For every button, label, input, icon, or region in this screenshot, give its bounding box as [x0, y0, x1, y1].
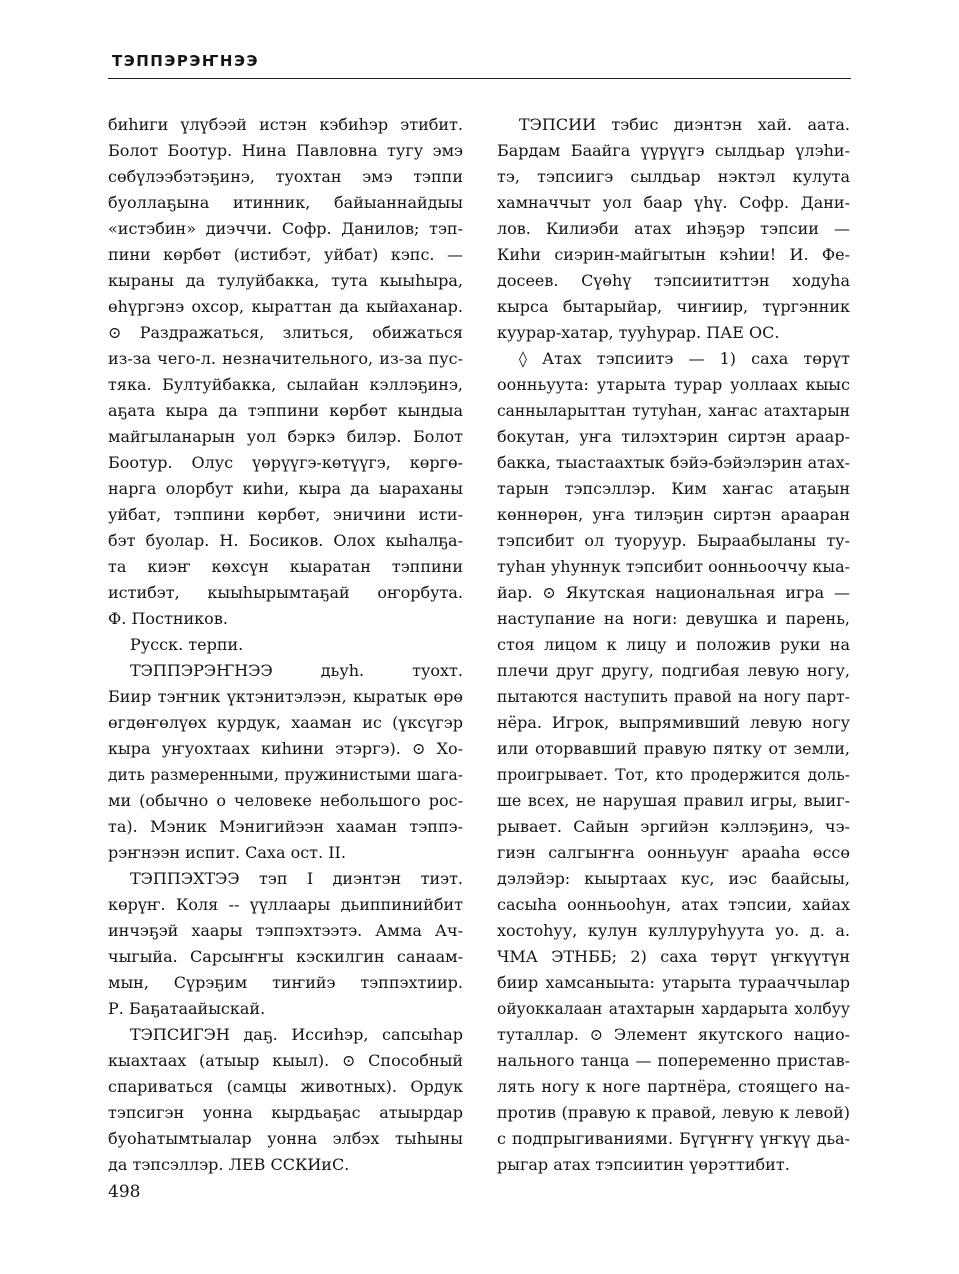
text-line: рэҥнээн испит. Саха ост. II.: [108, 843, 346, 862]
text-line: да тэпсэллэр. ЛЕВ ССКИиС.: [108, 1155, 350, 1174]
entry-headword-line: ТЭПСИИ тэбис диэнтэн хай. аата.: [519, 115, 850, 134]
text-line: тарын тэпсэллэр. Ким хаҥас атаҕын: [497, 479, 850, 498]
text-line: пытаются наступить правой на ногу парт-: [497, 688, 850, 706]
text-line: дэлэйэр: кыыртаах кус, иэс баайсыы,: [497, 869, 850, 888]
text-line: көрүҥ. Коля -- үүллаары дьиппинийбит: [108, 895, 463, 914]
text-line: чыгыйа. Сарсыҥҥы кэскилгин санаам-: [108, 947, 463, 966]
text-line: Киһи сиэрин-майгытын кэһии! И. Фе-: [497, 245, 850, 264]
entry-headword-line: ТЭПСИГЭН даҕ. Иссиһэр, сапсыһар: [130, 1025, 463, 1044]
text-line: уйбат, тэппини көрбөт, эничини исти-: [108, 505, 463, 524]
text-line: аҕата кыра да тэппини көрбөт кындыа: [108, 401, 463, 420]
text-line: лять ногу к ноге партнёра, стоящего на-: [497, 1077, 850, 1096]
text-line: бакка, тыастаахтык бэйэ-бэйэлэрин атах-: [497, 453, 850, 472]
text-line: из-за чего-л. незначительного, из-за пус-: [108, 349, 463, 368]
text-line: тэпсигэн уонна кырдьаҕас атыырдар: [108, 1103, 463, 1122]
text-line: проигрывает. Тот, кто продержится доль-: [497, 766, 850, 784]
text-line: рыгар атах тэпсиитин үөрэттибит.: [497, 1155, 790, 1174]
text-line: Биир тэҥник үктэнитэлээн, кыратык өрө: [108, 687, 463, 706]
text-line: стоя лицом к лицу и положив руки на: [497, 635, 850, 654]
text-line: санныларыттан тутуһан, хаҥас атахтарын: [497, 402, 850, 420]
text-line: та киэҥ көхсүн кыаратан тэппини: [108, 557, 463, 576]
text-line: ⊙ Раздражаться, злиться, обижаться: [108, 323, 463, 342]
text-line: бэт буолар. Н. Босиков. Олох кыһалҕа-: [108, 531, 463, 550]
text-line: с подпрыгиваниями. Бүгүҥҥү үҥкүү дьа-: [497, 1129, 850, 1148]
text-line: буоллаҕына итинник, байыаннайдыы: [108, 193, 463, 212]
text-line: биһиги үлүбээй истэн кэбиһэр этибит.: [108, 115, 463, 134]
text-line: или оторвавший правую пятку от земли,: [497, 739, 850, 758]
text-line: ше всех, не нарушая правил игры, выиг-: [497, 791, 850, 810]
text-line: против (правую к правой, левую к левой): [497, 1103, 850, 1122]
entry-headword-line: ТЭППЭРЭҤНЭЭ дьуһ. туохт.: [130, 661, 463, 680]
phrase-headword-line: ◊ Атах тэпсиитэ — 1) саха төрүт: [519, 349, 850, 368]
text-line: туһан уһуннук тэпсибит оонньооччу кыа-: [497, 557, 850, 576]
text-line: сасыһа оонньооһун, атах тэпсии, хайах: [497, 895, 850, 914]
text-line: рывает. Сайын эргийэн кэллэҕинэ, чэ-: [497, 817, 850, 836]
text-line: өһүргэнэ охсор, кыраттан да кыйаханар.: [108, 297, 463, 316]
text-line: Ф. Постников.: [108, 609, 228, 628]
text-line: Болот Боотур. Нина Павловна тугу эмэ: [108, 141, 463, 160]
text-line: дить размеренными, пружинистыми шага-: [108, 766, 463, 784]
text-line: ЧМА ЭТНББ; 2) саха төрүт үҥкүүтүн: [497, 947, 850, 966]
text-line: кыра уҥуохтаах киһини этэргэ). ⊙ Хо-: [108, 739, 463, 758]
header-rule: [108, 78, 851, 79]
text-line: досеев. Сүөһү тэпсиититтэн ходуһа: [497, 271, 850, 290]
text-line: нарга олорбут киһи, кыра да ыараханы: [108, 479, 463, 498]
text-line: куурар-хатар, тууһурар. ПАЕ ОС.: [497, 323, 780, 342]
text-line: бокутан, уҥа тилэхтэрин сиртэн араар-: [497, 427, 850, 446]
text-line: тэ, тэпсиигэ сылдьар нэктэл кулута: [497, 167, 850, 186]
text-line: наступание на ноги: девушка и парень,: [497, 609, 850, 628]
text-line: лов. Килиэби атах иһэҕэр тэпсии —: [497, 219, 850, 238]
text-line: Русск. терпи.: [130, 635, 244, 654]
text-line: та). Мэник Мэнигийээн хааман тэппэ-: [108, 817, 463, 836]
text-line: туталлар. ⊙ Элемент якутского нацио-: [497, 1025, 850, 1044]
text-line: гиэн салгыҥҥа оонньууҥ арааһа өссө: [497, 843, 850, 862]
page-number: 498: [108, 1182, 141, 1202]
text-line: Р. Баҕатаайыскай.: [108, 999, 266, 1018]
text-line: тяка. Бултуйбакка, сылайан кэллэҕинэ,: [108, 375, 463, 394]
text-line: майгыланарын уол бэркэ билэр. Болот: [108, 427, 463, 446]
running-header: ТЭППЭРЭҤНЭЭ: [112, 52, 259, 70]
text-line: нёра. Игрок, выпрямивший левую ногу: [497, 713, 850, 732]
text-line: ми (обычно о человеке небольшого рос-: [108, 791, 463, 810]
text-line: оонньуута: утарыта турар уоллаах кыыс: [497, 375, 850, 394]
entry-headword-line: ТЭППЭХТЭЭ тэп I диэнтэн тиэт.: [130, 869, 463, 888]
text-line: биир хамсаныыта: утарыта турааччылар: [497, 973, 850, 992]
text-line: кыраны да тулуйбакка, тута кыыһыра,: [108, 271, 463, 290]
text-line: йар. ⊙ Якутская национальная игра —: [497, 583, 850, 602]
text-line: инчэҕэй хаары тэппэхтээтэ. Амма Ач-: [108, 921, 463, 940]
text-line: буоһатымтыалар уонна элбэх тыһыны: [108, 1129, 463, 1148]
text-line: Боотур. Олус үөрүүгэ-көтүүгэ, көргө-: [108, 453, 463, 472]
text-line: кырса бытарыйар, чиҥиир, түргэнник: [497, 297, 850, 316]
text-line: мын, Сүрэҕим тиҥийэ тэппэхтиир.: [108, 973, 463, 992]
text-line: тэпсибит ол туоруур. Быраабыланы ту-: [497, 531, 850, 550]
text-line: плечи друг другу, подгибая левую ногу,: [497, 661, 850, 680]
text-line: Бардам Баайга үүрүүгэ сылдьар үлэһи-: [497, 141, 850, 160]
text-line: өгдөҥөлүөх курдук, хааман ис (үксүгэр: [108, 713, 463, 732]
text-line: көннөрөн, уҥа тилэҕин сиртэн арааран: [497, 505, 850, 524]
text-line: кыахтаах (атыыр кыыл). ⊙ Способный: [108, 1051, 463, 1070]
text-line: спариваться (самцы животных). Ордук: [108, 1077, 463, 1096]
text-line: хамначчыт уол баар үһү. Софр. Дани-: [497, 193, 850, 212]
text-line: пини көрбөт (истибэт, уйбат) кэпс. —: [108, 245, 463, 264]
text-line: «истэбин» диэччи. Софр. Данилов; тэп-: [108, 219, 463, 238]
text-line: хостоһуу, кулун куллуруһуута уо. д. а.: [497, 921, 850, 940]
text-line: сөбүлээбэтэҕинэ, туохтан эмэ тэппи: [108, 167, 463, 186]
text-line: истибэт, кыыһырымтаҕай оҥорбута.: [108, 583, 463, 602]
text-line: ойуоккалаан атахтарын хардарыта холбуу: [497, 1000, 850, 1018]
text-line: нального танца — попеременно пристав-: [497, 1051, 850, 1070]
